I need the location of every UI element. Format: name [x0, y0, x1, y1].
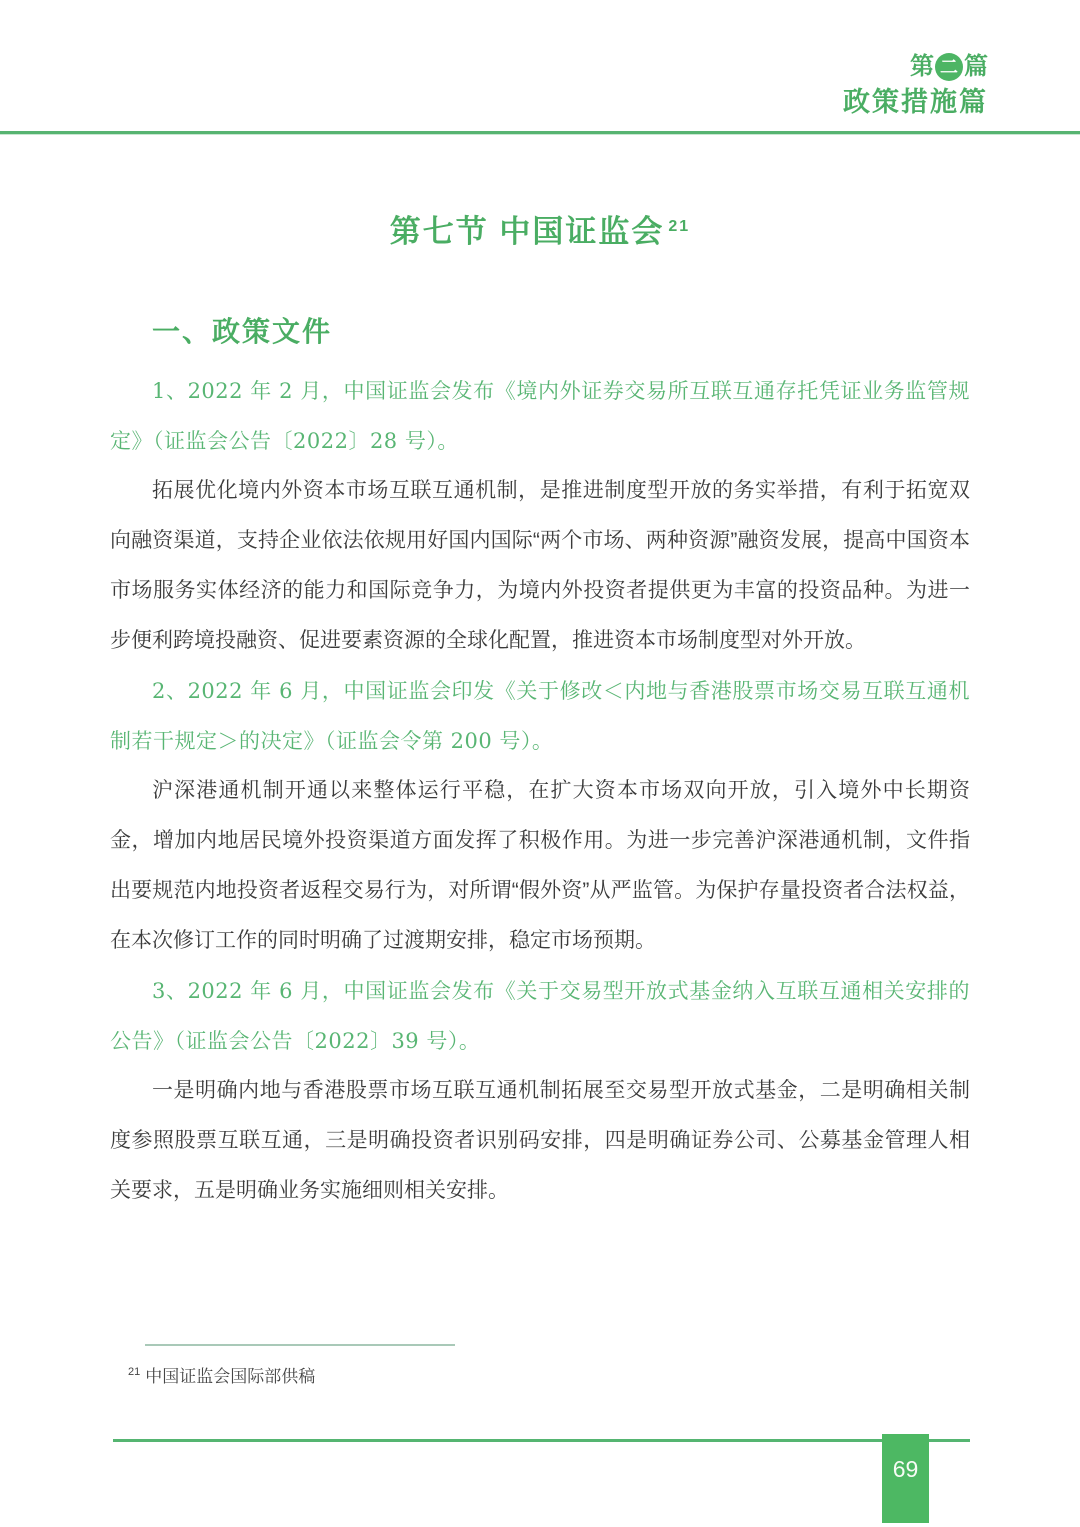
body-paragraph-3: 一是明确内地与香港股票市场互联互通机制拓展至交易型开放式基金，二是明确相关制度参照股票互联互通，三是明确投资者识别码安排，四是明确证券公司、公募基金管理人相关要求，五是明确业务实施细则相关安排。	[110, 1079, 970, 1202]
volume-prefix: 第	[910, 53, 934, 80]
footnote-divider	[145, 1344, 455, 1346]
footer-divider	[113, 1439, 970, 1442]
volume-suffix: 篇	[964, 53, 988, 80]
title-footnote-ref: 21	[668, 217, 691, 235]
page-title-text: 第七节 中国证监会	[389, 214, 665, 249]
section-heading: 一、政策文件	[152, 316, 333, 347]
volume-title	[843, 52, 988, 82]
footnote-ref: 21	[128, 1366, 141, 1379]
body-paragraph-1: 拓展优化境内外资本市场互联互通机制，是推进制度型开放的务实举措，有利于拓宽双向融资渠道，支持企业依法依规用好国内国际“两个市场、两种资源”融资发展，提高中国资本市场服务实体经济的能力和国际竞争力，为境内外投资者提供更为丰富的投资品种。为进一步便利跨境投融资、促进要素资源的全球化配置，推进资本市场制度型对外开放。	[110, 479, 970, 652]
volume-number-badge-icon: 二	[935, 53, 963, 81]
header-divider	[0, 131, 1080, 135]
policy-item-2: 2、2022 年 6 月，中国证监会印发《关于修改＜内地与香港股票市场交易互联互通机制若干规定＞的决定》（证监会令第 200 号）。	[110, 679, 970, 753]
page-title	[0, 206, 1080, 251]
policy-item-3: 3、2022 年 6 月，中国证监会发布《关于交易型开放式基金纳入互联互通相关安排的公告》（证监会公告〔2022〕39 号）。	[110, 979, 970, 1053]
policy-item-1: 1、2022 年 2 月，中国证监会发布《境内外证券交易所互联互通存托凭证业务监管规定》（证监会公告〔2022〕28 号）。	[110, 379, 970, 453]
page-number-badge: 69	[882, 1434, 929, 1523]
body-paragraph-2: 沪深港通机制开通以来整体运行平稳，在扩大资本市场双向开放，引入境外中长期资金，增加内地居民境外投资渠道方面发挥了积极作用。为进一步完善沪深港通机制，文件指出要规范内地投资者返程交易行为，对所谓“假外资”从严监管。为保护存量投资者合法权益，在本次修订工作的同时明确了过渡期安排，稳定市场预期。	[110, 779, 970, 952]
footnote	[128, 1362, 315, 1387]
header-subtitle: 政策措施篇	[843, 87, 988, 117]
page-header	[843, 52, 988, 120]
text-block	[110, 366, 970, 1216]
footnote-text: 中国证监会国际部供稿	[145, 1367, 316, 1386]
